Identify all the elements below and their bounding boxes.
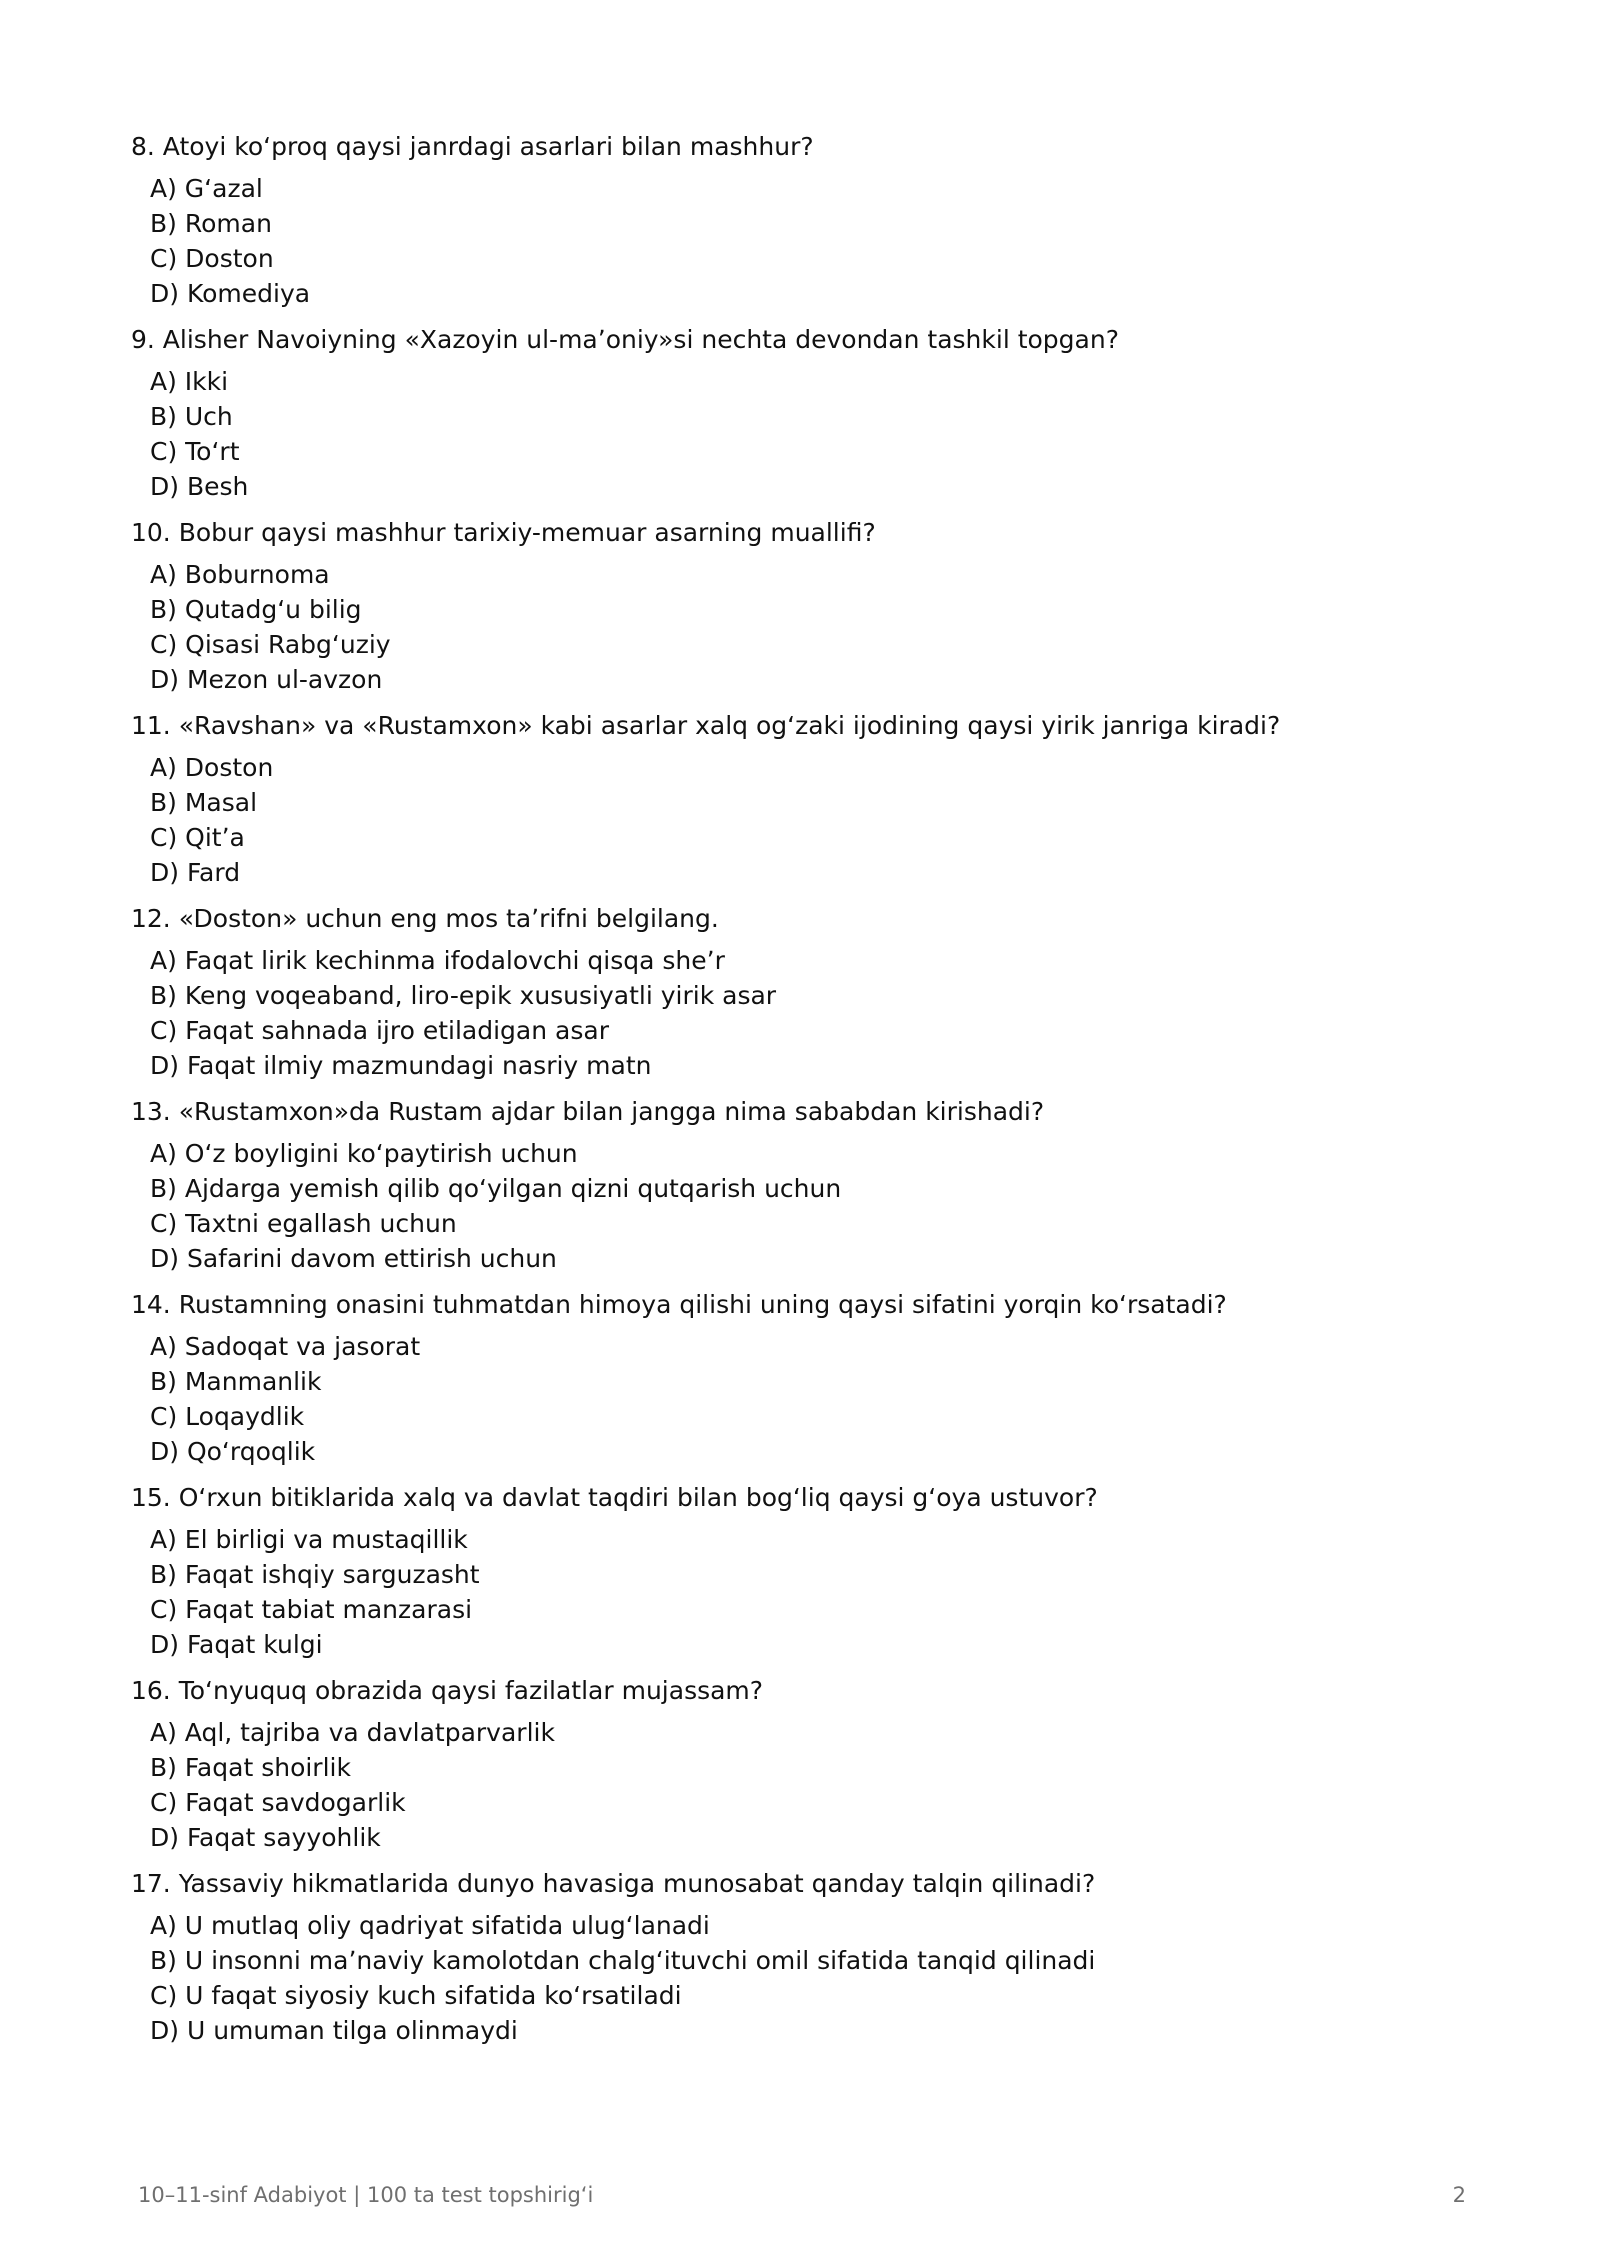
answer-option: D) Komediya	[150, 279, 311, 308]
answer-option: C) Faqat sahnada ijro etiladigan asar	[150, 1016, 609, 1045]
question-text: 9. Alisher Navoiyning «Xazoyin ul-maʼoniy»si nechta devondan tashkil topgan?	[131, 325, 1119, 354]
question-text: 16. Toʻnyuquq obrazida qaysi fazilatlar mujassam?	[131, 1676, 764, 1705]
answer-options	[150, 1329, 1471, 1469]
question-text: 15. Oʻrxun bitiklarida xalq va davlat taqdiri bilan bogʻliq qaysi gʻoya ustuvor?	[131, 1483, 1098, 1512]
answer-option: B) Ajdarga yemish qilib qoʻyilgan qizni qutqarish uchun	[150, 1174, 842, 1203]
answer-option: D) Faqat ilmiy mazmundagi nasriy matn	[150, 1051, 652, 1080]
question-block	[131, 514, 1471, 697]
answer-option: B) Keng voqeaband, liro-epik xususiyatli yirik asar	[150, 981, 777, 1010]
answer-option: B) Faqat ishqiy sarguzasht	[150, 1560, 480, 1589]
answer-option: B) Manmanlik	[150, 1367, 322, 1396]
answer-option: C) Toʻrt	[150, 437, 240, 466]
question-block	[131, 1093, 1471, 1276]
question-block	[131, 1479, 1471, 1662]
question-block	[131, 128, 1471, 311]
answer-options	[150, 364, 1471, 504]
answer-option: A) El birligi va mustaqillik	[150, 1525, 468, 1554]
footer-title: 10–11-sinf Adabiyot | 100 ta test topshirigʻi	[138, 2183, 594, 2207]
answer-options	[150, 1136, 1471, 1276]
answer-option: B) Uch	[150, 402, 233, 431]
answer-option: D) Mezon ul-avzon	[150, 665, 383, 694]
answer-option: B) Roman	[150, 209, 272, 238]
answer-options	[150, 1715, 1471, 1855]
question-list	[131, 128, 1471, 2058]
answer-option: B) U insonni maʼnaviy kamolotdan chalgʻituvchi omil sifatida tanqid qilinadi	[150, 1946, 1096, 1975]
answer-options	[150, 1908, 1471, 2048]
question-text: 10. Bobur qaysi mashhur tarixiy-memuar asarning muallifi?	[131, 518, 876, 547]
answer-option: A) Aql, tajriba va davlatparvarlik	[150, 1718, 555, 1747]
answer-option: D) Qoʻrqoqlik	[150, 1437, 316, 1466]
answer-option: B) Faqat shoirlik	[150, 1753, 351, 1782]
question-block	[131, 1286, 1471, 1469]
answer-option: D) Besh	[150, 472, 249, 501]
answer-option: A) Ikki	[150, 367, 229, 396]
answer-option: A) Sadoqat va jasorat	[150, 1332, 421, 1361]
answer-option: D) Faqat sayyohlik	[150, 1823, 381, 1852]
answer-options	[150, 750, 1471, 890]
question-text: 8. Atoyi koʻproq qaysi janrdagi asarlari bilan mashhur?	[131, 132, 814, 161]
answer-option: A) U mutlaq oliy qadriyat sifatida ulugʻlanadi	[150, 1911, 710, 1940]
answer-option: D) U umuman tilga olinmaydi	[150, 2016, 518, 2045]
answer-options	[150, 557, 1471, 697]
answer-option: B) Qutadgʻu bilig	[150, 595, 362, 624]
answer-options	[150, 1522, 1471, 1662]
answer-option: C) Qitʼa	[150, 823, 245, 852]
question-block	[131, 707, 1471, 890]
answer-options	[150, 171, 1471, 311]
question-text: 14. Rustamning onasini tuhmatdan himoya qilishi uning qaysi sifatini yorqin koʻrsatadi?	[131, 1290, 1227, 1319]
answer-option: C) Faqat savdogarlik	[150, 1788, 406, 1817]
answer-option: A) Doston	[150, 753, 274, 782]
question-text: 12. «Doston» uchun eng mos taʼrifni belgilang.	[131, 904, 719, 933]
answer-option: C) Doston	[150, 244, 274, 273]
answer-option: D) Faqat kulgi	[150, 1630, 323, 1659]
question-text: 17. Yassaviy hikmatlarida dunyo havasiga munosabat qanday talqin qilinadi?	[131, 1869, 1096, 1898]
question-block	[131, 321, 1471, 504]
question-block	[131, 1672, 1471, 1855]
answer-option: A) Oʻz boyligini koʻpaytirish uchun	[150, 1139, 578, 1168]
answer-option: C) Taxtni egallash uchun	[150, 1209, 457, 1238]
answer-option: D) Fard	[150, 858, 241, 887]
question-block	[131, 1865, 1471, 2048]
answer-option: A) Faqat lirik kechinma ifodalovchi qisqa sheʼr	[150, 946, 725, 975]
question-text: 13. «Rustamxon»da Rustam ajdar bilan jangga nima sababdan kirishadi?	[131, 1097, 1045, 1126]
answer-option: C) Faqat tabiat manzarasi	[150, 1595, 473, 1624]
question-block	[131, 900, 1471, 1083]
answer-option: D) Safarini davom ettirish uchun	[150, 1244, 557, 1273]
answer-option: B) Masal	[150, 788, 258, 817]
page-number: 2	[1452, 2183, 1466, 2207]
answer-options	[150, 943, 1471, 1083]
question-text: 11. «Ravshan» va «Rustamxon» kabi asarlar xalq ogʻzaki ijodining qaysi yirik janriga kiradi?	[131, 711, 1281, 740]
answer-option: C) Loqaydlik	[150, 1402, 305, 1431]
answer-option: C) Qisasi Rabgʻuziy	[150, 630, 391, 659]
answer-option: A) Boburnoma	[150, 560, 330, 589]
answer-option: C) U faqat siyosiy kuch sifatida koʻrsatiladi	[150, 1981, 682, 2010]
answer-option: A) Gʻazal	[150, 174, 263, 203]
